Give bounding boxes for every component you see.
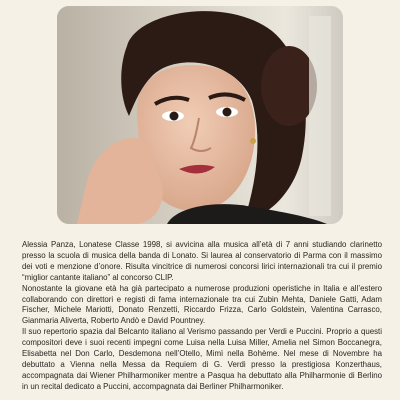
bio-paragraph-3: Il suo repertorio spazia dal Belcanto italiano al Verismo passando per Verdi e Puccini. Proprio a questi compositori deve i suoi recenti impegni come Luisa nella Luisa Miller, Amelia nel Simon Boccanegra, Elisabetta nel Don Carlo, Desdemona nell’Otello, Mimì nella Bohème. Nel mese di Novembre ha debuttato a Vienna nella Messa da Requiem di G. Verdi presso la prestigiosa Konzerthaus, accompagnata dai Wiener Philharmoniker mentre a Pasqua ha debuttato alla Philharmonie di Berlino in un recital dedicato a Puccini, accompagnata dai Berliner Philharmoniker.: [22, 327, 382, 391]
bio-paragraph-2: Nonostante la giovane età ha già partecipato a numerose produzioni operistiche in Italia e all’estero collaborando con direttori e registi di fama internazionale tra cui Zubin Mehta, Daniele Gatti, Adam Fischer, Michele Mariotti, Donato Renzetti, Riccardo Frizza, Carlo Goldstein, Valentina Carrasco, Gianmaria Aliverta, Roberto Andò e David Pountney.: [22, 283, 382, 326]
biography-text: [22, 240, 382, 393]
bio-paragraph-1: Alessia Panza, Lonatese Classe 1998, si avvicina alla musica all’età di 7 anni studiando clarinetto presso la scuola di musica della banda di Lonato. Si laurea al conservatorio di Parma con il massimo dei voti e menzione d’onore. Risulta vincitrice di numerosi concorsi lirici internazionali tra cui il premio “miglior cantante italiano” al concorso CLIP.: [22, 240, 382, 282]
portrait-photo: [57, 6, 343, 224]
portrait-illustration: [57, 6, 343, 224]
